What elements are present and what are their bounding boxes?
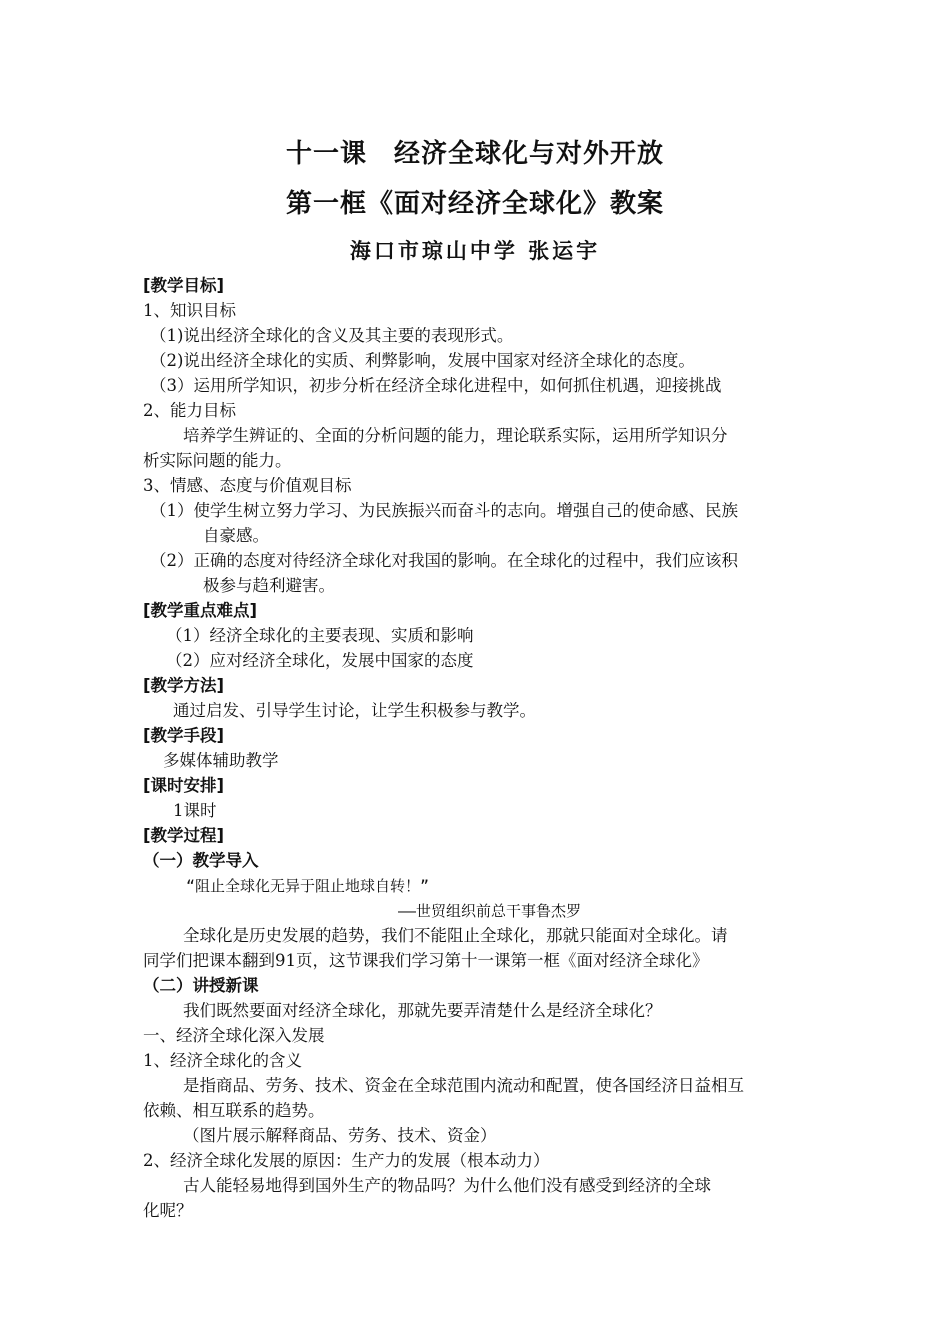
- paragraph-line: （1）使学生树立努力学习、为民族振兴而奋斗的志向。增强自己的使命感、民族: [150, 501, 738, 520]
- paragraph-line: 自豪感。: [203, 526, 269, 545]
- lesson-title: 十一课 经济全球化与对外开放: [285, 139, 664, 169]
- subsection-heading-intro: （一）教学导入: [143, 851, 259, 870]
- paragraph-line: 化呢？: [143, 1201, 193, 1220]
- section-heading-objectives: [教学目标]: [143, 276, 225, 295]
- section-heading-schedule: [课时安排]: [143, 776, 225, 795]
- section-heading-process: [教学过程]: [143, 826, 225, 845]
- paragraph-line: 全球化是历史发展的趋势，我们不能阻止全球化，那就只能面对全球化。请: [183, 926, 728, 945]
- paragraph-line: （2）应对经济全球化，发展中国家的态度: [166, 651, 474, 670]
- paragraph-line: 1、经济全球化的含义: [143, 1051, 302, 1070]
- paragraph-line: 1、知识目标: [143, 301, 236, 320]
- paragraph-line: 依赖、相互联系的趋势。: [143, 1101, 325, 1120]
- paragraph-line: 同学们把课本翻到91页，这节课我们学习第十一课第一框《面对经济全球化》: [143, 951, 709, 970]
- paragraph-line: 通过启发、引导学生讨论，让学生积极参与教学。: [173, 701, 536, 720]
- paragraph-line: 培养学生辨证的、全面的分析问题的能力，理论联系实际，运用所学知识分: [183, 426, 728, 445]
- paragraph-line: 是指商品、劳务、技术、资金在全球范围内流动和配置，使各国经济日益相互: [183, 1076, 744, 1095]
- paragraph-line: 极参与趋利避害。: [203, 576, 335, 595]
- section-heading-key-points: [教学重点难点]: [143, 601, 258, 620]
- paragraph-line: （2)说出经济全球化的实质、利弊影响，发展中国家对经济全球化的态度。: [150, 351, 695, 370]
- paragraph-line: 多媒体辅助教学: [163, 751, 279, 770]
- paragraph-line: 2、能力目标: [143, 401, 236, 420]
- section-heading-means: [教学手段]: [143, 726, 225, 745]
- paragraph-line: （1）经济全球化的主要表现、实质和影响: [166, 626, 474, 645]
- paragraph-line: 古人能轻易地得到国外生产的物品吗？为什么他们没有感受到经济的全球: [183, 1176, 711, 1195]
- lesson-subtitle: 第一框《面对经济全球化》教案: [285, 189, 664, 219]
- paragraph-line: 我们既然要面对经济全球化，那就先要弄清楚什么是经济全球化？: [183, 1001, 662, 1020]
- quote-text: “阻止全球化无异于阻止地球自转！”: [186, 877, 430, 895]
- quote-attribution: ——世贸组织前总干事鲁杰罗: [398, 902, 582, 920]
- paragraph-line: 析实际问题的能力。: [143, 451, 292, 470]
- author-line: 海口市琼山中学 张运宇: [349, 238, 601, 263]
- subsection-heading-new-lesson: （二）讲授新课: [143, 976, 259, 995]
- paragraph-line: （1)说出经济全球化的含义及其主要的表现形式。: [150, 326, 514, 345]
- paragraph-line: 一、经济全球化深入发展: [143, 1026, 325, 1045]
- paragraph-line: 1课时: [173, 801, 217, 820]
- paragraph-line: （3）运用所学知识，初步分析在经济全球化进程中，如何抓住机遇，迎接挑战: [150, 376, 722, 395]
- paragraph-line: （图片展示解释商品、劳务、技术、资金）: [183, 1126, 497, 1145]
- paragraph-line: （2）正确的态度对待经济全球化对我国的影响。在全球化的过程中，我们应该积: [150, 551, 738, 570]
- paragraph-line: 3、情感、态度与价值观目标: [143, 476, 352, 495]
- section-heading-methods: [教学方法]: [143, 676, 225, 695]
- paragraph-line: 2、经济全球化发展的原因：生产力的发展（根本动力）: [143, 1151, 550, 1170]
